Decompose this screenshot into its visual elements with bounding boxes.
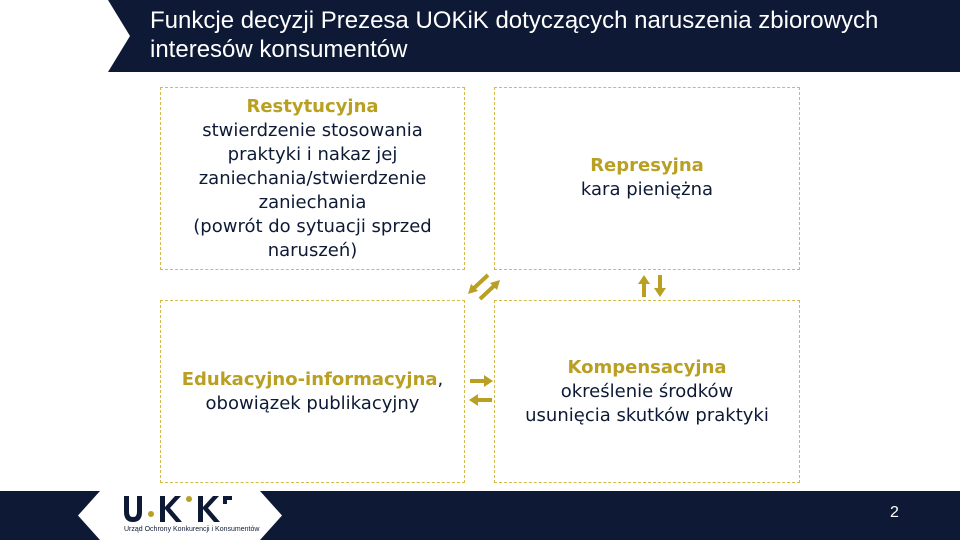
- box-line: usunięcia skutków praktyki: [525, 404, 769, 426]
- box-restytucyjna: [160, 87, 465, 270]
- box-title-row: [182, 368, 444, 392]
- box-line: kara pieniężna: [580, 179, 714, 200]
- box-represyjna: [494, 87, 800, 270]
- box-line: naruszeń): [267, 239, 358, 261]
- box-line: zaniechania: [258, 191, 367, 213]
- box-title: Edukacyjno-informacyjna: [181, 368, 438, 390]
- horizontal-arrows-icon: [468, 374, 494, 408]
- page-number: 2: [890, 504, 899, 521]
- slide-title: Funkcje decyzji Prezesa UOKiK dotyczących naruszenia zbiorowych interesów konsumentów: [150, 7, 879, 63]
- diagonal-arrows-icon: [466, 272, 502, 302]
- box-line: praktyki i nakaz jej: [227, 143, 398, 165]
- uokik-logo: [122, 494, 234, 526]
- box-title-comma: ,: [437, 368, 444, 390]
- box-title: Restytucyjna: [246, 95, 379, 117]
- box-title: Represyjna: [590, 155, 704, 176]
- logo-caption: Urząd Ochrony Konkurencji i Konsumentów: [124, 526, 260, 533]
- box-line: zaniechania/stwierdzenie: [198, 167, 427, 189]
- box-title: Kompensacyjna: [567, 356, 727, 378]
- box-line: określenie środków: [560, 380, 734, 402]
- box-edukacyjno-informacyjna: [160, 300, 465, 483]
- box-line: obowiązek publikacyjny: [205, 392, 420, 414]
- box-line: (powrót do sytuacji sprzed: [193, 215, 432, 237]
- header-notch: [0, 0, 130, 72]
- vertical-arrows-icon: [636, 274, 668, 298]
- box-kompensacyjna: [494, 300, 800, 483]
- box-line: stwierdzenie stosowania: [202, 119, 423, 141]
